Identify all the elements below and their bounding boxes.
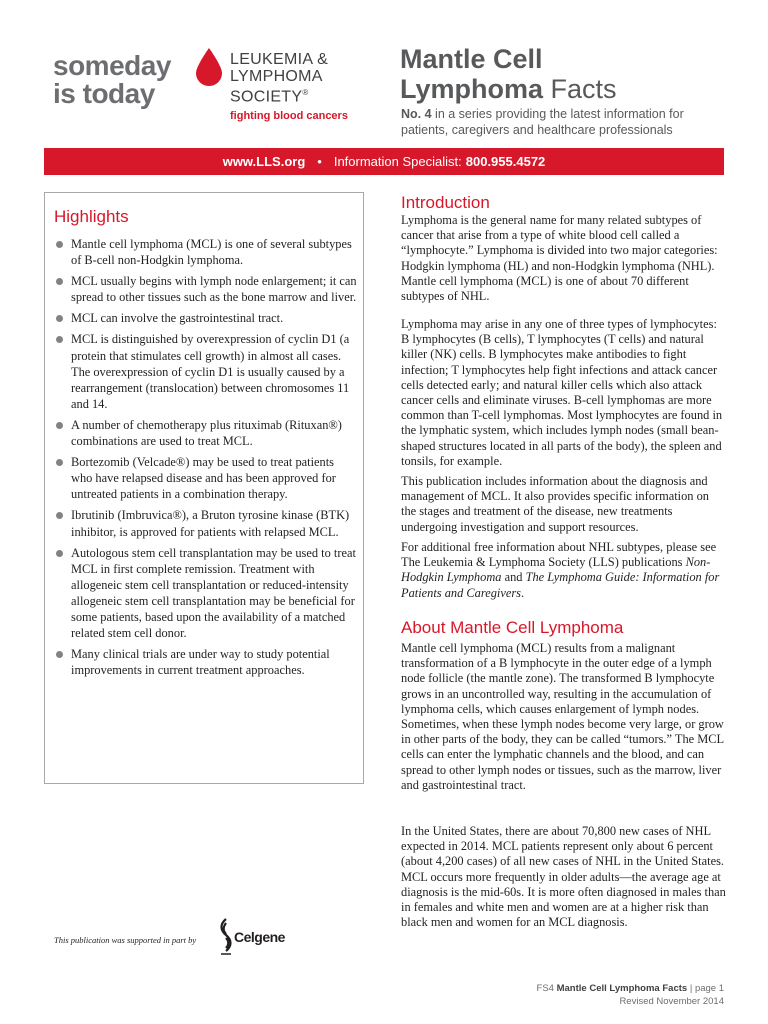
blood-drop-icon [196,48,222,86]
footer-doc-title: Mantle Cell Lymphoma Facts [556,983,688,994]
page-footer [537,982,724,1008]
footer-line-1 [537,982,724,995]
sponsor-logo [218,918,285,956]
series-number: No. 4 [401,107,432,121]
website-link[interactable]: www.LLS.org [222,154,306,169]
highlights-title: Highlights [54,207,129,226]
intro-p4-and: and [501,570,526,585]
footer-code: FS4 [536,983,554,994]
separator-dot: • [317,154,322,169]
phone-number[interactable]: 800.955.4572 [465,154,546,169]
list-item: Mantle cell lymphoma (MCL) is one of several subtypes of B-cell non-Hodgkin lymphoma. [54,236,358,268]
contact-bar [44,148,724,175]
publication-title-2: The Lymphoma Guide: Information for Patients and Caregivers [401,570,720,600]
intro-paragraph-2: Lymphoma may arise in any one of three types of lymphocytes: B lymphocytes (B cells), T lymphocytes (T cells) and natural killer (NK) cells. B lymphocytes make antibodies to fight infection; T lymphocytes help fight infections and attack cancer cells detected early; and natural killer cells which also attack cancer cells and eliminate viruses. B-cell lymphomas are more common than T-cell lymphomas. Most lymphocytes are found in the lymphatic system, which includes lymph nodes (small bean-shaped structures located in all parts of the body), the spleen and tonsils, for example. [401,317,723,468]
org-line-2: LYMPHOMA [230,67,323,85]
series-text: in a series providing the latest information for patients, caregivers and healthcare professionals [401,107,684,137]
about-paragraph-2: In the United States, there are about 70,800 new cases of NHL expected in 2014. MCL patients represent only about 6 percent (about 4,200 cases) of all new cases of NHL in the United States. MCL occurs more frequently in older adults—the average age at diagnosis is the mid-60s. It is more often diagnosed in males than in females and white men and women are at a higher risk than black men and women for an MCL diagnosis. [401,824,726,930]
list-item: MCL is distinguished by overexpression of cyclin D1 (a protein that stimulates cell growth) in almost all cases. The overexpression of cyclin D1 is usually caused by a rearrangement (translocation) between chromosomes 11 and 14. [54,331,358,411]
intro-p4-start: For additional free information about NHL subtypes, please see The Leukemia & Lymphoma Society (LLS) publications [401,540,717,570]
about-paragraph-1: Mantle cell lymphoma (MCL) results from a malignant transformation of a B lymphocyte in the outer edge of a lymph node follicle (the mantle zone). The transformed B lymphocyte grows in an uncontrolled way, resulting in the accumulation of lymphoma cells, which causes enlargement of lymph nodes. Sometimes, when these lymph nodes become very large, or grow in other parts of the body, they can be called “tumors.” The MCL cells can enter the lymphatic channels and the blood, and can spread to other lymph nodes or tissues, such as the marrow, liver and gastrointestinal tract. [401,641,724,792]
footer-separator: | [689,983,693,994]
highlights-list [54,236,358,683]
title-line-1: Mantle Cell [400,44,543,74]
publication-title-1: Non-Hodgkin Lymphoma [401,555,711,585]
list-item: Many clinical trials are under way to study potential improvements in current treatment approaches. [54,646,358,678]
logo-wordmark [53,52,171,108]
intro-p4-end: . [521,585,525,600]
logo-line-2: is today [53,78,155,109]
celgene-logo-icon [218,918,234,956]
sponsor-note: This publication was supported in part by [54,935,197,945]
org-line-1: LEUKEMIA & [230,51,329,68]
tagline: fighting blood cancers [230,110,348,122]
logo-line-1: someday [53,50,171,81]
list-item: MCL can involve the gastrointestinal tract. [54,310,358,326]
org-name [230,52,328,106]
series-description [401,107,721,138]
footer-revised: Revised November 2014 [619,996,724,1007]
intro-title: Introduction [401,193,490,212]
list-item: MCL usually begins with lymph node enlargement; it can spread to other tissues such as the bone marrow and liver. [54,273,358,305]
intro-paragraph-4 [401,540,726,601]
page-title [400,44,617,104]
intro-paragraph-3: This publication includes information about the diagnosis and management of MCL. It also provides specific information on the stages and treatment of the disease, new treatments undergoing investigation and support resources. [401,474,709,534]
list-item: A number of chemotherapy plus rituximab (Rituxan®) combinations are used to treat MCL. [54,417,358,449]
list-item: Autologous stem cell transplantation may be used to treat MCL in first complete remission. Treatment with allogeneic stem cell transplantation or reduced-intensity allogeneic stem cell transplantation may be beneficial for some patients, based upon the availability of a matched related stem cell donor. [54,545,358,642]
title-facts: Facts [543,74,617,104]
intro-paragraph-1: Lymphoma is the general name for many related subtypes of cancer that arise from a type of white blood cell called a “lymphocyte.” Lymphoma is divided into two major categories: Hodgkin lymphoma (HL) and non-Hodgkin lymphoma (NHL). Mantle cell lymphoma (MCL) is one of about 70 different subtypes of NHL. [401,213,718,304]
org-line-3: SOCIETY® [230,88,309,106]
footer-page: page 1 [694,983,724,994]
about-title: About Mantle Cell Lymphoma [401,618,624,637]
info-specialist-label: Information Specialist: [333,154,462,169]
list-item: Bortezomib (Velcade®) may be used to treat patients who have relapsed disease and has been approved for untreated patients in a combination therapy. [54,454,358,502]
title-line-2: Lymphoma [400,74,544,104]
registered-mark: ® [302,88,309,97]
sponsor-name: Celgene [234,929,285,945]
list-item: Ibrutinib (Imbruvica®), a Bruton tyrosine kinase (BTK) inhibitor, is approved for patients with relapsed MCL. [54,507,358,539]
